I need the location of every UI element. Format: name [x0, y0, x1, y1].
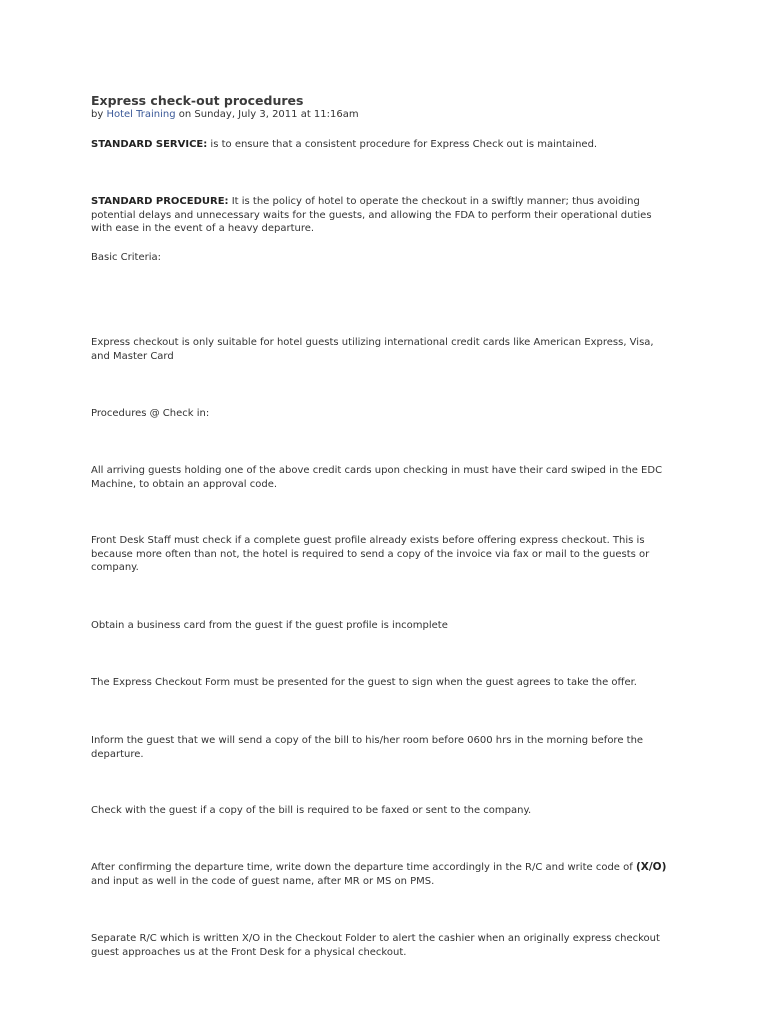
express-checkout-note: Express checkout is only suitable for hotel guests utilizing international credit cards like American Express, Visa, and Master Card: [91, 337, 654, 362]
standard-service-paragraph: [91, 138, 671, 152]
step-paragraph: Front Desk Staff must check if a complete guest profile already exists before offering express checkout. This is because more often than not, the hotel is required to send a copy of the invoice via fax or mail to the guests or company.: [91, 535, 650, 573]
article-byline: [91, 108, 671, 121]
standard-procedure-label: STANDARD PROCEDURE:: [91, 196, 229, 207]
article-title: Express check-out procedures: [91, 93, 304, 108]
step-paragraph: The Express Checkout Form must be presented for the guest to sign when the guest agrees to take the offer.: [91, 677, 637, 688]
byline-date: on Sunday, July 3, 2011 at 11:16am: [175, 109, 359, 120]
document-page: [91, 93, 671, 958]
separate-step-paragraph: Separate R/C which is written X/O in the Checkout Folder to alert the cashier when an originally express checkout guest approaches us at the Front Desk for a physical checkout.: [91, 933, 660, 958]
basic-criteria-label: Basic Criteria:: [91, 252, 161, 263]
departure-step-paragraph: [91, 861, 671, 888]
byline-prefix: by: [91, 109, 107, 120]
author-link[interactable]: Hotel Training: [106, 109, 176, 120]
xo-code: (X/O): [635, 861, 667, 873]
step-paragraph: All arriving guests holding one of the above credit cards upon checking in must have their card swiped in the EDC Machine, to obtain an approval code.: [91, 465, 663, 490]
departure-step-after: and input as well in the code of guest name, after MR or MS on PMS.: [91, 875, 435, 887]
standard-service-label: STANDARD SERVICE:: [91, 139, 208, 150]
step-paragraph: Inform the guest that we will send a copy of the bill to his/her room before 0600 hrs in the morning before the departure.: [91, 735, 644, 760]
standard-service-text: is to ensure that a consistent procedure for Express Check out is maintained.: [207, 139, 598, 150]
standard-procedure-paragraph: [91, 195, 671, 236]
departure-step-before: After confirming the departure time, write down the departure time accordingly in the R/C and write code of: [91, 862, 636, 873]
procedures-heading: Procedures @ Check in:: [91, 408, 210, 419]
step-paragraph: Check with the guest if a copy of the bill is required to be faxed or sent to the company.: [91, 805, 532, 816]
standard-procedure-text: It is the policy of hotel to operate the checkout in a swiftly manner; thus avoiding potential delays and unnecessary waits for the guests, and allowing the FDA to perform their operational duties with ease in the event of a heavy departure.: [91, 196, 652, 234]
step-paragraph: Obtain a business card from the guest if the guest profile is incomplete: [91, 620, 448, 631]
